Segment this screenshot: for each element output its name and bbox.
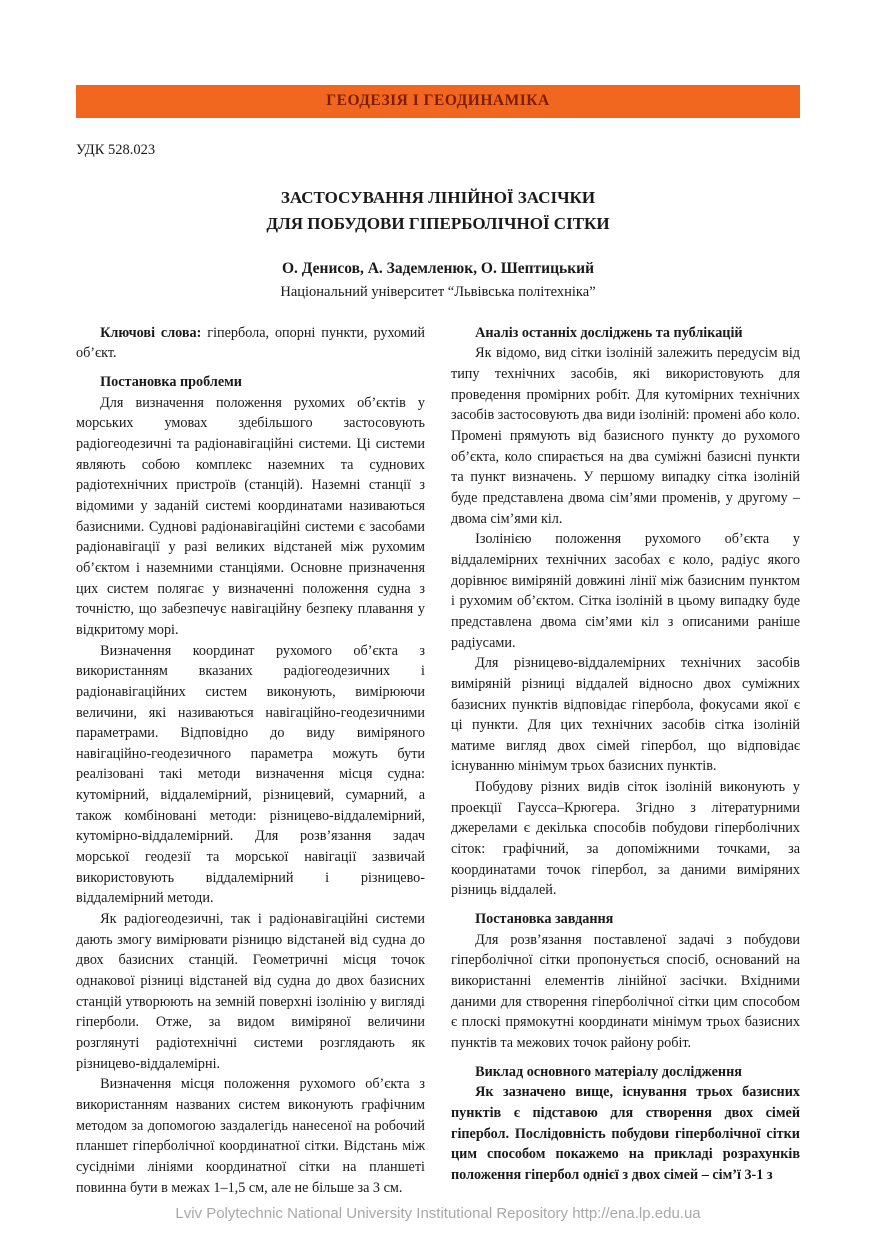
right-paragraph-6: Як зазначено вище, існування трьох базисних пунктів є підставою для створення двох сімей гіпербол. Послідовність побудови гіперболічної сітки цим способом покажемо на прикладі розрахунків положення гіпербол однієї з двох сімей – сім’ї 3-1 з (451, 1084, 800, 1183)
two-column-body (76, 323, 800, 1199)
udk-number: УДК 528.023 (76, 142, 156, 158)
keywords-text: гіпербола, опорні пункти, рухомий об’єкт. (76, 324, 425, 362)
keywords-label: Ключові слова: (100, 324, 202, 341)
authors-line: О. Денисов, А. Задемленюк, О. Шептицький (281, 259, 595, 277)
paper-title-line1: ЗАСТОСУВАННЯ ЛІНІЙНОЇ ЗАСІЧКИ (280, 188, 596, 207)
heading-main-material: Виклад основного матеріалу дослідження (475, 1063, 742, 1080)
left-paragraph-4: Визначення місця положення рухомого об’єкта з використанням названих систем виконують графічним методом за допомогою заздалегідь нанесеної на робочий планшет гіперболічної координатної сітки. Відстань між сусідніми лініями координатної сітки на планшеті повинна бути в межах 1–1,5 см, але не більше за 3 см. (76, 1076, 425, 1196)
left-paragraph-2: Визначення координат рухомого об’єкта з використанням вказаних радіогеодезичних і радіонавігаційних систем виконують, вимірюючи величини, які називаються навігаційно-геодезичними параметрами. Відповідно до виду виміряного навігаційно-геодезичного параметра можуть бути реалізовані такі методи визначення місця судна: кутомірний, віддалемірний, різницевий, сумарний, а також комбіновані методи: різницево-віддалемірний, кутомірно-віддалемірний. Для розв’язання задач морської геодезії та морської навігації зазвичай використовують віддалемірний і різницево-віддалемірний методи. (76, 642, 425, 907)
heading-recent-research: Аналіз останніх досліджень та публікацій (475, 324, 743, 341)
paper-title (76, 185, 800, 238)
keywords-paragraph (76, 323, 425, 364)
right-paragraph-2: Ізолінією положення рухомого об’єкта у віддалемірних технічних засобах є коло, радіус якого дорівнює виміряній довжині лінії між базисним пунктом і рухомим об’єктом. Сітка ізоліній в цьому випадку буде представлена двома сім’ями кіл з описаними раніше радіусами. (451, 531, 800, 651)
right-paragraph-4: Побудову різних видів сіток ізоліній виконують у проекції Гаусса–Крюгера. Згідно з літературними джерелами є декілька способів побудови гіперболічних сіток: графічний, за допоміжними точками, за координатами точок гіпербол, за даними виміряних різниць віддалей. (451, 779, 800, 899)
right-paragraph-5: Для розв’язання поставленої задачі з побудови гіперболічної сітки пропонується спосіб, оснований на використанні елементів лінійної засічки. Вхідними даними для створення гіперболічної сітки цим способом є плоскі прямокутні координати мінімум трьох базисних пунктів та межових точок району робіт. (451, 931, 800, 1051)
heading-task-statement: Постановка завдання (475, 911, 614, 928)
heading-problem-statement: Постановка проблеми (100, 374, 242, 390)
section-banner: ГЕОДЕЗІЯ І ГЕОДИНАМІКА (76, 85, 800, 118)
repository-footer: Lviv Polytechnic National University Institutional Repository http://ena.lp.edu.ua (175, 1205, 701, 1222)
affiliation-line: Національний університет “Львівська політехніка” (280, 283, 596, 300)
left-paragraph-3: Як радіогеодезичні, так і радіонавігаційні системи дають змогу вимірювати різницю відстаней від судна до двох базисних станцій. Геометричні місця точок однакової різниці відстаней від судна до двох базисних станцій утворюють на земній поверхні ізолінію у вигляді гіперболи. Отже, за видом виміряної величини розглянуті радіотехнічні системи розглядають як різницево-віддалемірні. (76, 911, 425, 1072)
left-paragraph-1: Для визначення положення рухомих об’єктів у морських умовах здебільшого застосовують радіогеодезичні та радіонавігаційні системи. Ці системи являють собою комплекс наземних та суднових радіотехнічних пристроїв (станцій). Наземні станції з відомими у заданій системі координатами називаються базисними. Суднові радіонавігаційні системи є засобами радіонавігації у разі великих відстаней між рухомим об’єктом і наземними станціями. Основне призначення цих систем полягає у визначенні положення судна з точністю, що забезпечує навігаційну безпеку плавання у відкритому морі. (76, 394, 425, 638)
left-column (76, 323, 425, 1199)
right-paragraph-1: Як відомо, вид сітки ізоліній залежить передусім від типу технічних засобів, які використовують для проведення промірних робіт. Для кутомірних технічних засобів застосовують два види ізоліній: промені або коло. Промені прямують від базисного пункту до рухомого об’єкта, коло спирається на два суміжні базисні пункти та пункт визначень. У першому випадку сітка ізоліній буде представлена двома сім’ями променів, у другому – двома сім’ями кіл. (451, 345, 800, 527)
paper-title-line2: ДЛЯ ПОБУДОВИ ГІПЕРБОЛІЧНОЇ СІТКИ (266, 214, 610, 234)
right-paragraph-3: Для різницево-віддалемірних технічних засобів виміряній різниці віддалей відносно двох суміжних базисних пунктів відповідає гіпербола, фокусами якої є ці пункти. Для цих технічних засобів сітка ізоліній матиме вигляд двох сімей гіпербол, що відповідає існуванню мінімум трьох базисних пунктів. (451, 655, 800, 775)
right-column (451, 323, 800, 1199)
